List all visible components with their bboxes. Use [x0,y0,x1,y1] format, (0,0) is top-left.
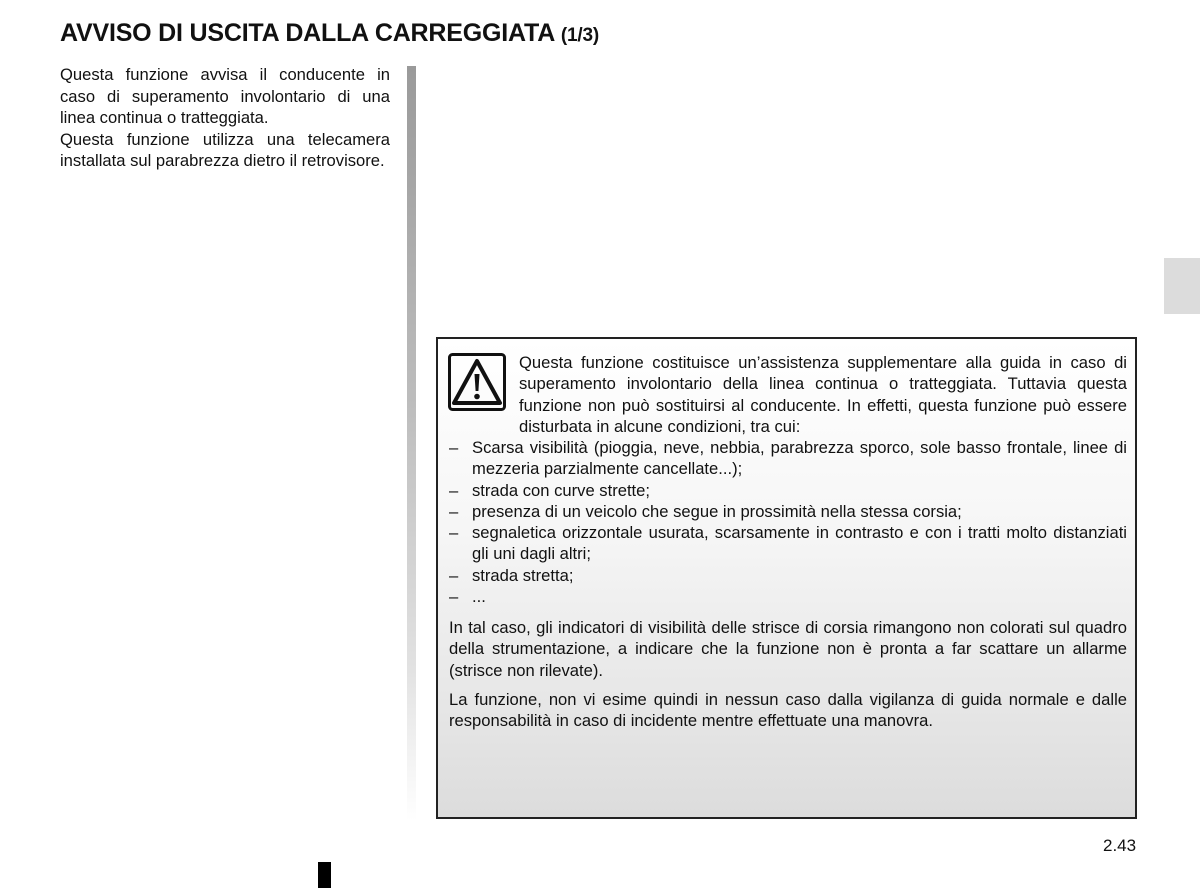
list-item [449,501,1127,522]
list-dash: – [449,523,459,543]
title-page-indicator: (1/3) [560,25,599,46]
list-item-text: segnaletica orizzontale usurata, scarsamente in contrasto e con i tratti molto distanziati gli uni dagli altri; [472,523,1127,564]
list-dash: – [449,438,459,457]
chapter-tab-marker [1164,258,1200,314]
list-item [449,586,1127,607]
print-crop-mark [318,862,331,888]
list-item [449,565,1127,586]
page-title [60,19,599,48]
warning-lead-text: Questa funzione costituisce un’assistenza supplementare alla guida in caso di superamento involontario della linea continua o tratteggiata. Tuttavia questa funzione non può sostituirsi al conducente. In effetti, questa funzione può essere disturbata in alcune condizioni, tra cui: [519,353,1127,436]
list-item-text: Scarsa visibilità (pioggia, neve, nebbia, parabrezza sporco, sole basso frontale, linee di mezzeria parzialmente cancellate...); [472,438,1127,479]
intro-paragraph: Questa funzione avvisa il conducente in caso di superamento involontario di una linea continua o tratteggiata. [60,65,390,127]
list-dash: – [449,480,459,500]
warning-paragraph: La funzione, non vi esime quindi in nessun caso dalla vigilanza di guida normale e dalle responsabilità in caso di incidente mentre effettuate una manovra. [449,690,1127,731]
list-item-text: ... [472,587,486,607]
warning-paragraph: In tal caso, gli indicatori di visibilità delle strisce di corsia rimangono non colorati sul quadro della strumentazione, a indicare che la funzione non è pronta a far scattare un allarme (strisce non rilevate). [449,618,1127,680]
page-number: 2.43 [1103,836,1137,855]
warning-triangle-icon [448,353,506,411]
intro-text [60,64,390,172]
title-text: AVVISO DI USCITA DALLA CARREGGIATA [60,19,555,47]
list-dash: – [449,587,459,607]
list-item [449,437,1127,480]
list-item-text: presenza di un veicolo che segue in prossimità nella stessa corsia; [472,501,962,521]
warning-conditions-list [449,437,1127,607]
column-divider-bar [407,66,416,821]
list-item-text: strada stretta; [472,565,574,585]
warning-box [436,337,1137,819]
list-item [449,522,1127,565]
list-dash: – [449,501,459,521]
list-dash: – [449,565,459,585]
list-item-text: strada con curve strette; [472,480,651,500]
intro-paragraph: Questa funzione utilizza una telecamera installata sul parabrezza dietro il retrovisore. [60,129,390,170]
list-item [449,480,1127,501]
